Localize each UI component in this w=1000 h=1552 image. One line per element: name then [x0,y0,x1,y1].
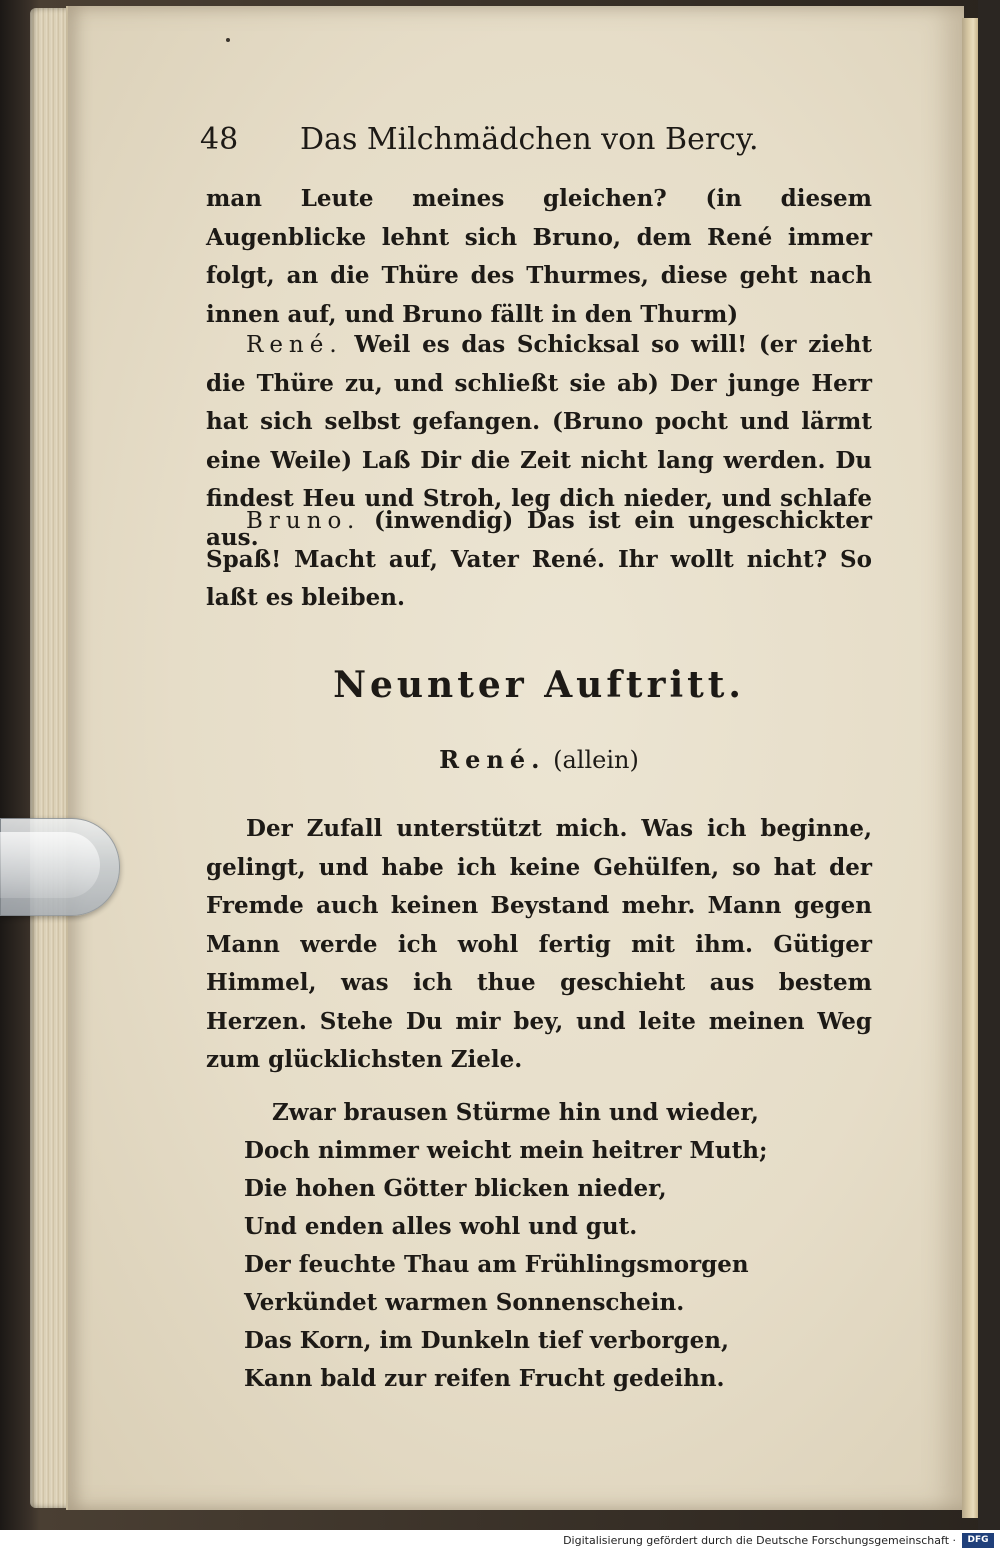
page-clip-highlight [0,832,100,898]
footer-credit: Digitalisierung gefördert durch die Deutsche Forschungsgemeinschaft · [563,1534,956,1547]
paragraph-text: (inwendig) Das ist ein ungeschickter Spaß! Macht auf, Vater René. Ihr wollt nicht? So laßt es bleiben. [206,507,872,611]
verse-line: Zwar brausen Stürme hin und wieder, [272,1099,759,1126]
paragraph-text: man Leute meines gleichen? (in diesem Augenblicke lehnt sich Bruno, dem René immer folgt, an die Thüre des Thurmes, diese geht nach innen auf, und Bruno fällt in den Thurm) [206,185,872,328]
paragraph-stage-direction [206,180,872,334]
footer-bar [0,1530,1000,1552]
scene-speaker: René. [439,745,546,774]
book-spine-strip [978,0,1000,1530]
paragraph-text: Der Zufall unterstützt mich. Was ich beginne, gelingt, und habe ich keine Gehülfen, so hat der Fremde auch keinen Beystand mehr. Mann gegen Mann werde ich wohl fertig mit ihm. Gütiger Himmel, was ich thue geschieht aus bestem Herzen. Stehe Du mir bey, und leite meinen Weg zum glücklichsten Ziele. [206,815,872,1073]
paragraph-monologue [206,810,872,1080]
paragraph-bruno [206,502,872,618]
verse-line: Kann bald zur reifen Frucht gedeihn. [244,1365,725,1392]
facing-page-edge [962,18,978,1518]
verse-line: Der feuchte Thau am Frühlingsmorgen [244,1251,749,1278]
verse-line: Doch nimmer weicht mein heitrer Muth; [244,1137,768,1164]
verse-line: Das Korn, im Dunkeln tief verborgen, [244,1327,729,1354]
speaker-name: Bruno. [246,508,361,534]
speaker-name: René. [246,332,343,358]
running-head [200,122,760,162]
stage-direction: (allein) [553,746,639,774]
verse-block [244,1094,804,1398]
scene-speaker-line [206,745,872,774]
verse-line: Und enden alles wohl und gut. [244,1213,638,1240]
running-title: Das Milchmädchen von Bercy. [300,122,759,157]
dfg-logo: DFG [962,1533,994,1548]
page-number: 48 [200,122,239,157]
verse-line: Verkündet warmen Sonnenschein. [244,1289,685,1316]
speck [226,38,230,42]
paragraph-line [206,502,872,618]
paragraph-text: Weil es das Schicksal so will! (er zieht die Thüre zu, und schließt sie ab) Der junge Herr hat sich selbst gefangen. (Bruno pocht und lärmt eine Weile) Laß Dir die Zeit nicht lang werden. Du findest Heu und Stroh, leg dich nieder, und schlafe aus. [206,331,872,551]
verse-line: Die hohen Götter blicken nieder, [244,1175,667,1202]
scene-heading: Neunter Auftritt. [333,664,745,706]
